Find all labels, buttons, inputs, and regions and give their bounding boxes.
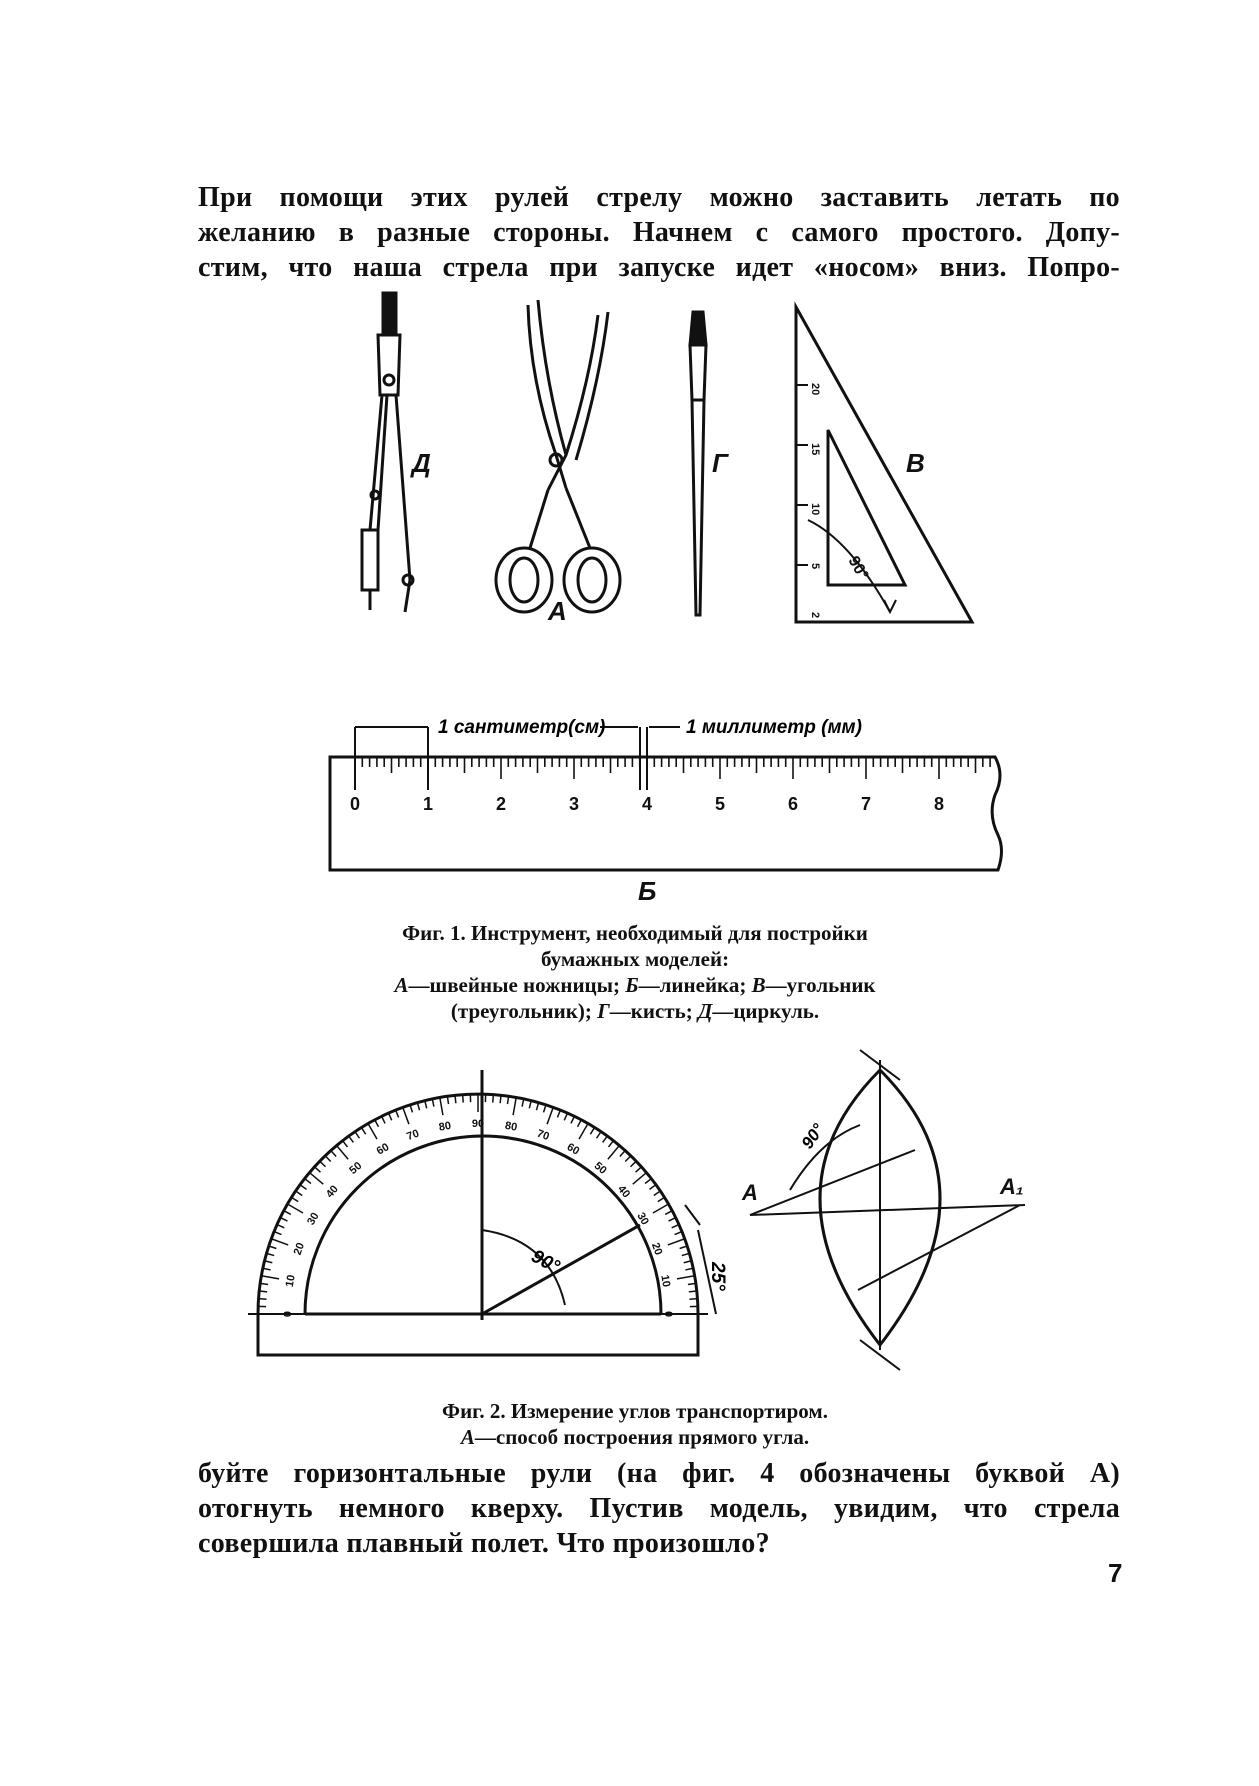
- protractor-tick: [625, 1156, 631, 1162]
- scissors-illustration: [496, 300, 620, 612]
- protractor-tick: [689, 1291, 697, 1292]
- ruler-number: 4: [642, 794, 653, 814]
- caption-line: Фиг. 1. Инструмент, необходимый для постройки: [402, 921, 868, 945]
- caption-text: —циркуль.: [712, 999, 820, 1023]
- triangle-angle-label: 90°: [844, 553, 872, 583]
- protractor-tick: [631, 1161, 637, 1167]
- protractor-tick: [355, 1132, 359, 1139]
- protractor-tick: [603, 1136, 608, 1142]
- construction-angle-label: 90°: [797, 1120, 829, 1153]
- caption-letter: Г: [597, 999, 610, 1023]
- protractor-tick: [361, 1127, 365, 1134]
- protractor-tick: [668, 1239, 685, 1245]
- protractor-tick: [396, 1110, 399, 1117]
- paragraph-line: буйте горизонтальные рули (на фиг. 4 обозначены буквой А): [198, 1458, 1120, 1489]
- protractor-number: 20: [291, 1241, 308, 1257]
- millimeter-label: 1 миллиметр (мм): [686, 717, 862, 738]
- compass-illustration: [362, 293, 413, 612]
- point-a1-label: А₁: [1000, 1174, 1024, 1199]
- protractor-tick: [650, 1185, 656, 1190]
- protractor-tick: [636, 1167, 642, 1172]
- protractor-angle-label: 90°: [527, 1245, 563, 1278]
- protractor-tick: [578, 1120, 582, 1127]
- protractor-tick: [259, 1299, 267, 1300]
- protractor-tick: [672, 1225, 679, 1228]
- paragraph-line: отогнуть немного кверху. Пустив модель, увидим, что стрела: [198, 1493, 1120, 1524]
- protractor-tick: [440, 1097, 443, 1115]
- protractor-tick: [658, 1197, 665, 1201]
- paragraph-line: совершила плавный полет. Что произошло?: [198, 1528, 770, 1559]
- caption-text: —угольник: [765, 973, 876, 997]
- caption-text: —швейные ножницы;: [408, 973, 626, 997]
- triangle-scale-number: 2: [809, 612, 821, 619]
- caption-letter: А: [460, 1425, 475, 1449]
- right-angle-construction: [750, 1050, 1025, 1370]
- protractor-tick: [493, 1095, 494, 1103]
- protractor-number: 80: [503, 1119, 519, 1134]
- protractor-tick: [682, 1253, 690, 1255]
- protractor-number: 20: [648, 1241, 665, 1257]
- ruler-label: Б: [638, 876, 657, 906]
- protractor-number: 10: [658, 1273, 673, 1289]
- ruler-ticks: [355, 757, 990, 779]
- protractor-tick: [633, 1173, 647, 1185]
- protractor-tick: [337, 1145, 349, 1159]
- triangle-scale-number: 15: [809, 443, 821, 456]
- protractor-tick: [669, 1218, 676, 1222]
- ruler-number: 0: [350, 794, 361, 814]
- protractor-tick: [653, 1204, 669, 1213]
- ruler-number: 6: [788, 794, 799, 814]
- triangle-scale-number: 10: [809, 503, 821, 516]
- protractor-side-label: 25°: [707, 1262, 728, 1291]
- protractor-tick: [403, 1107, 409, 1124]
- protractor-tick: [296, 1191, 303, 1195]
- protractor-tick: [325, 1156, 331, 1162]
- protractor-tick: [665, 1211, 672, 1215]
- ruler-number: 5: [715, 794, 726, 814]
- protractor-tick: [368, 1123, 377, 1139]
- protractor-tick: [267, 1253, 275, 1255]
- protractor-tick: [564, 1113, 567, 1120]
- protractor-tick: [320, 1161, 326, 1167]
- caption-line: [250, 1424, 1020, 1450]
- protractor-tick: [654, 1191, 661, 1195]
- compass-label: Д: [412, 448, 431, 478]
- protractor-tick: [277, 1225, 284, 1228]
- protractor-number: 90: [471, 1117, 485, 1130]
- protractor-number: 0: [662, 1310, 675, 1318]
- protractor-tick: [557, 1110, 560, 1117]
- ruler-number: 1: [423, 794, 434, 814]
- protractor-tick: [689, 1299, 697, 1300]
- protractor-tick: [620, 1151, 625, 1157]
- protractor-number: 50: [347, 1159, 365, 1177]
- protractor-tick: [265, 1261, 273, 1263]
- protractor-tick: [349, 1136, 354, 1142]
- protractor-number: 40: [323, 1183, 341, 1201]
- protractor-tick: [645, 1179, 651, 1184]
- protractor-tick: [315, 1167, 321, 1172]
- protractor-tick: [389, 1113, 392, 1120]
- protractor-tick: [597, 1132, 601, 1139]
- protractor-tick: [284, 1211, 291, 1215]
- caption-line: [250, 972, 1020, 998]
- protractor-number: 60: [374, 1141, 392, 1158]
- protractor-number: 50: [591, 1159, 609, 1177]
- protractor-tick: [500, 1095, 501, 1103]
- protractor-number: 70: [405, 1127, 421, 1144]
- triangle-scale-labels: [809, 383, 821, 618]
- protractor-tick: [382, 1116, 386, 1123]
- protractor-tick: [280, 1218, 287, 1222]
- protractor-tick: [343, 1141, 348, 1147]
- protractor-number: 80: [437, 1119, 453, 1134]
- protractor-tick: [547, 1107, 553, 1124]
- triangle-scale-number: 5: [809, 563, 821, 570]
- protractor-tick: [463, 1095, 464, 1103]
- protractor-tick: [259, 1291, 267, 1292]
- brush-illustration: [690, 312, 706, 615]
- ruler-number: 3: [569, 794, 580, 814]
- protractor-number: 60: [564, 1141, 582, 1158]
- protractor-tick: [675, 1232, 682, 1235]
- protractor-tick: [571, 1116, 575, 1123]
- protractor-tick: [274, 1232, 281, 1235]
- protractor-tick: [287, 1204, 303, 1213]
- caption-line: бумажных моделей:: [540, 947, 730, 971]
- paragraph-line: При помощи этих рулей стрелу можно заставить летать по: [198, 182, 1120, 213]
- protractor-tick: [261, 1276, 279, 1279]
- protractor-tick: [513, 1097, 516, 1115]
- protractor-tick: [305, 1179, 311, 1184]
- point-a-label: А: [742, 1180, 758, 1205]
- protractor-tick: [579, 1123, 588, 1139]
- scissors-label: А: [548, 596, 567, 626]
- protractor-tick: [455, 1095, 456, 1103]
- protractor-numbers: [282, 1118, 674, 1317]
- protractor-tick: [417, 1103, 419, 1111]
- protractor-tick: [309, 1173, 323, 1185]
- triangle-label: В: [906, 448, 925, 478]
- paragraph-line: желанию в разные стороны. Начнем с самого простого. Допу-: [198, 217, 1120, 248]
- protractor-tick: [684, 1261, 692, 1263]
- ruler-numbers: [350, 794, 944, 814]
- caption-line: Фиг. 2. Измерение углов транспортиром.: [442, 1399, 828, 1423]
- figure2-caption: [250, 1398, 1020, 1450]
- centimeter-label: 1 сантиметр(см): [438, 717, 606, 738]
- protractor-tick: [536, 1103, 538, 1111]
- caption-letter: Б: [625, 973, 639, 997]
- set-square-illustration: [796, 307, 972, 622]
- caption-line: [250, 998, 1020, 1024]
- protractor-number: 30: [634, 1210, 651, 1228]
- protractor-tick: [677, 1276, 695, 1279]
- protractor-number: 30: [305, 1210, 322, 1228]
- ruler-number: 8: [934, 794, 945, 814]
- figure1-caption: [250, 920, 1020, 1024]
- protractor-tick: [375, 1120, 379, 1127]
- protractor-number: 40: [615, 1183, 633, 1201]
- protractor-number: 10: [283, 1273, 298, 1289]
- triangle-scale-number: 20: [809, 383, 821, 396]
- protractor-tick: [300, 1185, 306, 1190]
- caption-letter: А: [394, 973, 409, 997]
- protractor-tick: [291, 1197, 298, 1201]
- caption-text: —способ построения прямого угла.: [474, 1425, 810, 1449]
- bottom-paragraph: [198, 1456, 1120, 1561]
- ruler-number: 7: [861, 794, 872, 814]
- caption-text: —кисть;: [609, 999, 698, 1023]
- protractor-tick: [271, 1239, 288, 1245]
- protractor-number: 70: [535, 1127, 551, 1144]
- caption-letter: В: [751, 973, 766, 997]
- protractor-tick: [609, 1141, 614, 1147]
- ruler-number: 2: [496, 794, 507, 814]
- brush-label: Г: [712, 448, 728, 478]
- protractor-tick: [331, 1151, 336, 1157]
- protractor-tick: [590, 1127, 594, 1134]
- paragraph-line: стим, что наша стрела при запуске идет «носом» вниз. Попро-: [198, 252, 1120, 283]
- protractor-tick: [608, 1145, 620, 1159]
- caption-letter: Д: [697, 999, 713, 1023]
- caption-text: —линейка;: [638, 973, 752, 997]
- caption-text: (треугольник);: [450, 999, 598, 1023]
- page-number: 7: [1108, 1558, 1123, 1588]
- protractor-number: 0: [281, 1310, 294, 1318]
